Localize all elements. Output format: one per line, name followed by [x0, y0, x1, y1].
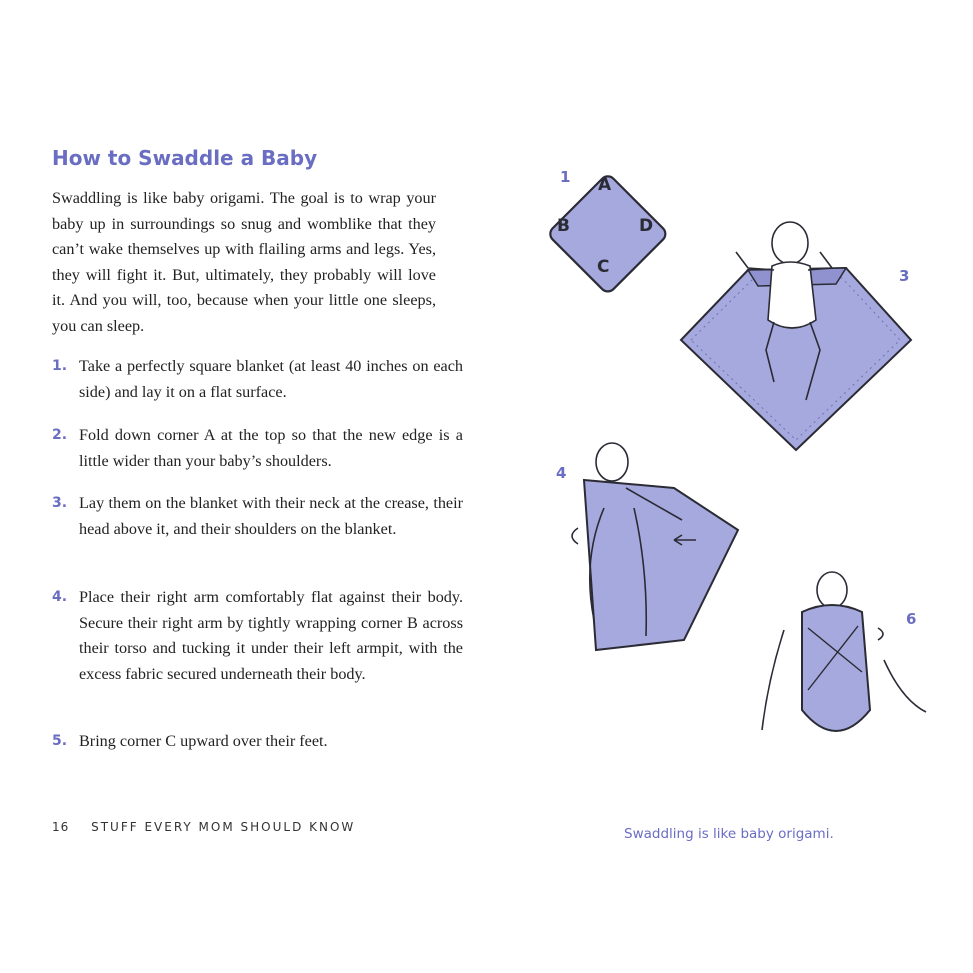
- step-number: 1.: [52, 358, 68, 374]
- step-4-wrapping: [556, 443, 738, 650]
- corner-c-label: C: [597, 257, 610, 277]
- left-page: [0, 0, 486, 973]
- page-number: 16: [52, 820, 70, 834]
- page-title: How to Swaddle a Baby: [52, 146, 318, 170]
- baby-right-arm: [808, 252, 832, 270]
- step-4: [52, 585, 463, 687]
- baby-left-arm: [736, 252, 774, 270]
- wrapping-blanket: [584, 480, 738, 650]
- rotate-arrow: [572, 528, 578, 544]
- step-number: 3.: [52, 495, 68, 511]
- step-number: 2.: [52, 427, 68, 443]
- corner-b-label: B: [557, 216, 570, 236]
- intro-paragraph: Swaddling is like baby origami. The goal is to wrap your baby up in surroundings so snug and womblike that they can’t wake themselves up with flailing arms and legs. Yes, they will fight it. But, ultimately, they probably will love it. And you will, too, because when your little one sleeps, you can sleep.: [52, 189, 436, 335]
- step-1-blanket-diagram: [547, 168, 669, 295]
- step-2: [52, 423, 463, 474]
- baby-head: [817, 572, 847, 608]
- step-number: 5.: [52, 733, 68, 749]
- illustration-number-3: 3: [899, 267, 910, 285]
- step-text: Bring corner C upward over their feet.: [79, 732, 328, 750]
- illustration-number-4: 4: [556, 464, 567, 482]
- baby-body: [768, 262, 816, 328]
- swaddled-body: [802, 605, 870, 731]
- step-text: Fold down corner A at the top so that the new edge is a little wider than your baby’s shoulders.: [79, 426, 463, 470]
- right-page: [486, 0, 973, 973]
- step-text: Place their right arm comfortably flat against their body. Secure their right arm by tightly wrapping corner B across their torso and tucking it under their left armpit, with the excess fabric secured underneath their body.: [79, 588, 463, 683]
- corner-d-label: D: [639, 216, 654, 236]
- step-1: [52, 354, 463, 405]
- step-3: [52, 491, 463, 542]
- figure-caption: Swaddling is like baby origami.: [624, 826, 834, 842]
- step-3-baby-on-blanket: [681, 222, 911, 450]
- step-text: Take a perfectly square blanket (at least 40 inches on each side) and lay it on a flat surface.: [79, 357, 463, 401]
- running-title: STUFF EVERY MOM SHOULD KNOW: [91, 820, 356, 834]
- illustration-number-6: 6: [906, 610, 917, 628]
- step-6-swaddled: [762, 572, 926, 731]
- step-5: [52, 729, 463, 755]
- baby-head: [596, 443, 628, 481]
- illustration-number-1: 1: [560, 168, 571, 186]
- step-number: 4.: [52, 589, 68, 605]
- step-text: Lay them on the blanket with their neck at the crease, their head above it, and their shoulders on the blanket.: [79, 494, 463, 538]
- page-footer: [52, 820, 355, 834]
- corner-a-label: A: [598, 175, 612, 195]
- rotate-arrow: [878, 628, 883, 640]
- baby-head: [772, 222, 808, 264]
